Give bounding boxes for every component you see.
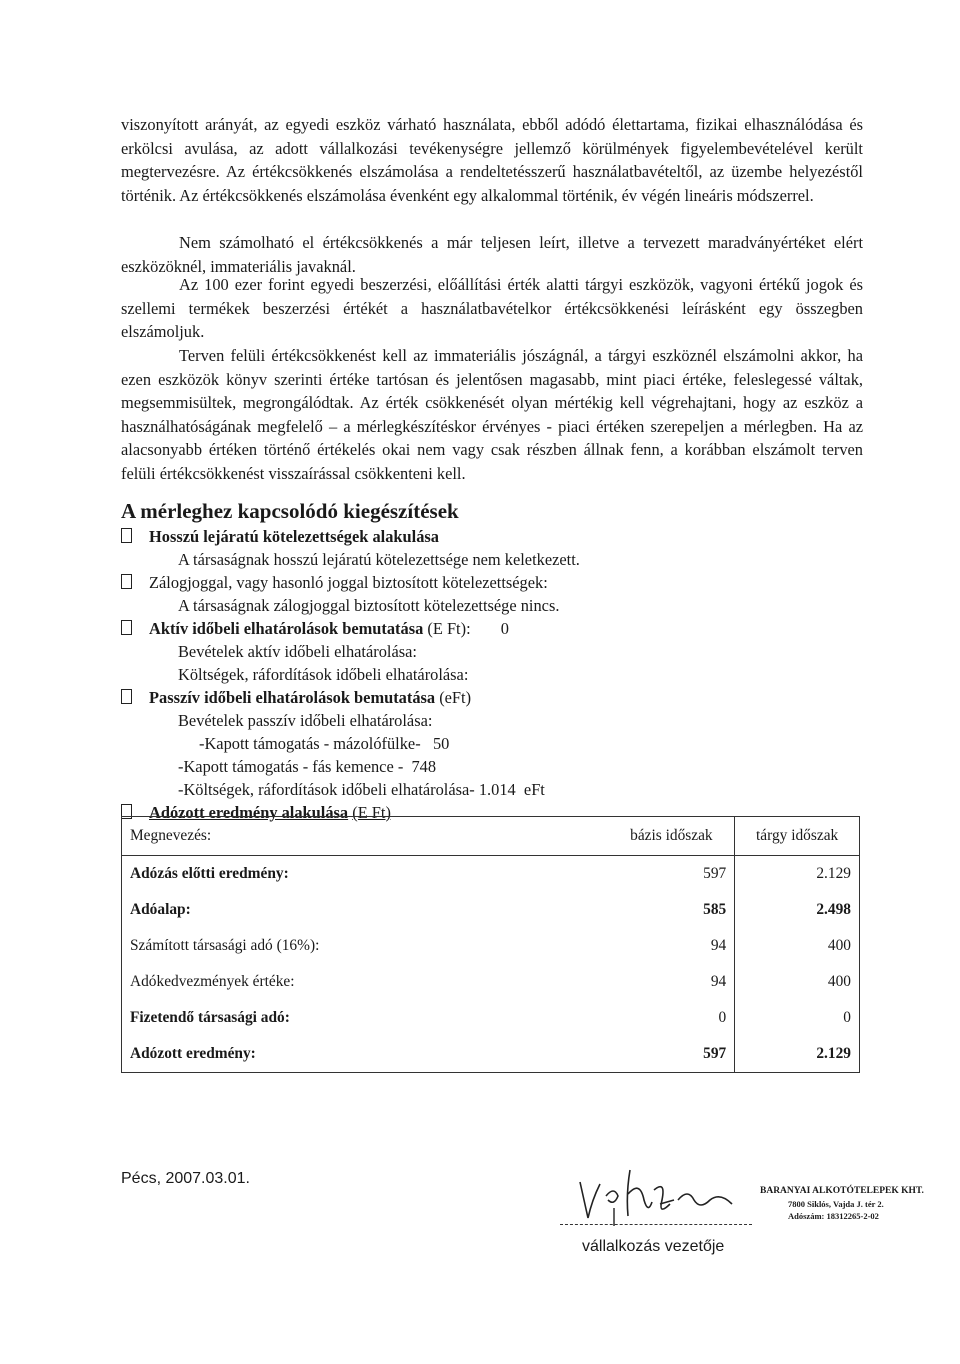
item-unit: (E Ft): [427,619,471,638]
row-name: Adózás előtti eredmény: [122,856,609,893]
header-current: tárgy időszak [735,817,860,856]
header-name: Megnevezés: [122,817,609,856]
item-line: Bevételek passzív időbeli elhatárolása: [178,711,433,730]
row-base: 0 [609,1000,735,1036]
row-current: 400 [735,928,860,964]
paragraph-small-assets: Az 100 ezer forint egyedi beszerzési, előállítási érték alatti tárgyi eszközök, vagyoni értékű jogok és szellemi termékek beszerzési értékét a használatbavételkor értékcsökkenési leírásként egy összegben elszámoljuk. [121,275,863,341]
row-base: 585 [609,892,735,928]
company-stamp [760,1185,924,1223]
row-current: 0 [735,1000,860,1036]
row-current: 2.129 [735,1036,860,1073]
paragraph-no-depreciation: Nem számolható el értékcsökkenés a már teljesen leírt, illetve a tervezett maradványértéket elért eszközöknél, immateriális javaknál. [121,233,863,276]
table-row [122,1000,860,1036]
row-name: Fizetendő társasági adó: [122,1000,609,1036]
item-title: Adózott eredmény alakulása [149,803,349,822]
table-row [122,1036,860,1073]
item-title: Aktív időbeli elhatárolások bemutatása [149,619,424,638]
item-unit: (E Ft) [352,803,391,822]
section-title: A mérleghez kapcsolódó kiegészítések [121,499,459,523]
row-base: 94 [609,928,735,964]
table-row [122,928,860,964]
item-value: 0 [500,619,509,638]
row-current: 400 [735,964,860,1000]
row-name: Adóalap: [122,892,609,928]
row-current: 2.129 [735,856,860,893]
item-unit: (eFt) [439,688,472,707]
item-line: -Kapott támogatás - fás kemence - 748 [178,757,437,776]
checkbox-icon [121,528,132,543]
place-date: Pécs, 2007.03.01. [121,1170,250,1187]
paragraph-depreciation-basis: viszonyított arányát, az egyedi eszköz várható használata, ebből adódó élettartama, fizikai elhasználódása és erkölcsi avulása, az adott vállalkozási tevékenységre jellemző körülmények figyelembevételével került megtervezésre. Az értékcsökkenés elszámolása a rendeltetésszerű használatbavételtől, az üzembe helyezéstől történik. Az értékcsökkenés elszámolása évenként egy alkalommal történik, év végén lineáris módszerrel. [121,115,863,205]
item-pledged-liabilities [121,572,548,594]
item-title: Hosszú lejáratú kötelezettségek alakulása [149,527,439,546]
table-row [122,964,860,1000]
stamp-address: 7800 Siklós, Vajda J. tér 2. [788,1198,884,1209]
checkbox-icon [121,689,132,704]
signature-caption: vállalkozás vezetője [582,1238,725,1255]
signature-line [560,1224,752,1225]
item-text: A társaságnak hosszú lejáratú kötelezettsége nem keletkezett. [178,550,580,569]
checkbox-icon [121,620,132,635]
item-text: A társaságnak zálogjoggal biztosított kötelezettsége nincs. [178,596,560,615]
header-base: bázis időszak [609,817,735,856]
row-name: Számított társasági adó (16%): [122,928,609,964]
stamp-company-name: BARANYAI ALKOTÓTELEPEK KHT. [760,1186,924,1196]
stamp-tax-number: Adószám: 18312265-2-02 [788,1211,879,1221]
item-line: Költségek, ráfordítások időbeli elhatárolása: [178,665,469,684]
item-line: -Költségek, ráfordítások időbeli elhatárolása- 1.014 eFt [178,780,545,799]
table-header-row [122,817,860,856]
item-title: Passzív időbeli elhatárolások bemutatása [149,688,436,707]
checkbox-icon [121,574,132,589]
table-row [122,856,860,893]
paragraph-extraordinary-depreciation: Terven felüli értékcsökkenést kell az immateriális jószágnál, a tárgyi eszköznél elszámolni akkor, ha ezen eszközök könyv szerinti értéke tartósan és jelentősen magasabb, mint piaci értéke, feleslegessé váltak, megsemmisültek, megrongálódtak. Az érték csökkenését olyan mértékig kell végrehajtani, hogy az eszköz a használhatóságának megfelelő – a mérlegkészítéskor érvényes - piaci értéken szerepeljen a mérlegben. Ha az alacsonyabb értéken történő értékelés okai nem vagy csak részben állnak fenn, a korábban elszámolt terven felüli értékcsökkenést visszaírással csökkenteni kell. [121,346,863,483]
item-active-accruals [121,618,509,640]
row-base: 597 [609,856,735,893]
results-table [121,816,860,1073]
row-base: 94 [609,964,735,1000]
row-name: Adózott eredmény: [122,1036,609,1073]
table-row [122,892,860,928]
item-line: -Kapott támogatás - mázolófülke- 50 [199,734,450,753]
item-passive-accruals [121,687,471,709]
item-line: Bevételek aktív időbeli elhatárolása: [178,642,417,661]
row-base: 597 [609,1036,735,1073]
handwritten-signature [570,1160,740,1226]
item-long-term-liabilities [121,526,439,548]
item-title: Zálogjoggal, vagy hasonló joggal biztosított kötelezettségek: [149,573,548,592]
row-name: Adókedvezmények értéke: [122,964,609,1000]
row-current: 2.498 [735,892,860,928]
